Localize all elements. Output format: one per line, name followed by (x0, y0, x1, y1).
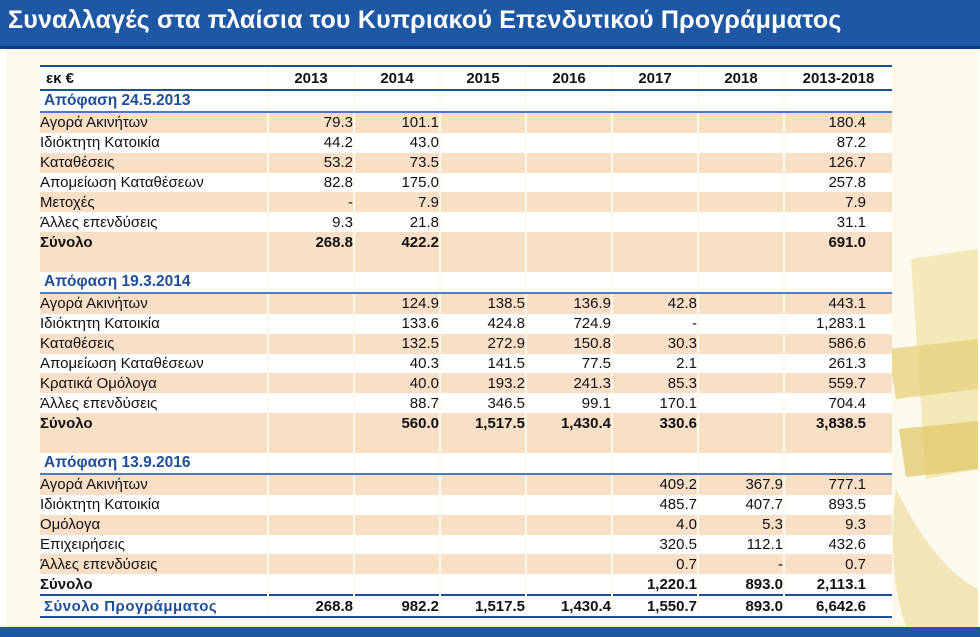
table-row (40, 334, 892, 354)
table-cell: 136.9 (526, 293, 612, 314)
table-cell: 85.3 (612, 373, 698, 393)
table-cell (612, 153, 698, 173)
table-cell (612, 90, 698, 112)
table-cell: 73.5 (354, 153, 440, 173)
table-cell (612, 173, 698, 193)
header-cell: εκ € (40, 66, 268, 90)
table-cell (440, 112, 526, 133)
table-cell: 586.6 (784, 334, 892, 354)
table-cell (698, 354, 784, 374)
table-cell (440, 554, 526, 574)
table-cell: 31.1 (784, 212, 892, 232)
table-cell (526, 433, 612, 453)
table-cell: 101.1 (354, 112, 440, 133)
table-cell (526, 112, 612, 133)
table-cell (268, 272, 354, 293)
table-cell: 982.2 (354, 595, 440, 617)
table-cell (698, 314, 784, 334)
table-cell (268, 413, 354, 433)
table-cell: 485.7 (612, 495, 698, 515)
table-cell: 1,550.7 (612, 595, 698, 617)
table-cell: 132.5 (354, 334, 440, 354)
table-cell: 7.9 (784, 192, 892, 212)
table-cell: 44.2 (268, 133, 354, 153)
table-cell: 422.2 (354, 232, 440, 252)
table-cell (440, 192, 526, 212)
total-row (40, 413, 892, 433)
table-cell (526, 474, 612, 495)
table-cell: 407.7 (698, 495, 784, 515)
table-cell: 1,220.1 (612, 574, 698, 595)
table-row (40, 293, 892, 314)
table-cell: 3,838.5 (784, 413, 892, 433)
row-label: Άλλες επενδύσεις (40, 212, 268, 232)
table-cell (698, 173, 784, 193)
table-cell: 193.2 (440, 373, 526, 393)
table-cell: 40.3 (354, 354, 440, 374)
table-cell (526, 173, 612, 193)
table-cell: 4.0 (612, 515, 698, 535)
table-cell: 560.0 (354, 413, 440, 433)
spacer-row (40, 433, 892, 453)
row-label: Μετοχές (40, 192, 268, 212)
table-cell: 691.0 (784, 232, 892, 252)
table-row (40, 373, 892, 393)
table-cell: 43.0 (354, 133, 440, 153)
row-label: Ιδιόκτητη Κατοικία (40, 133, 268, 153)
table-cell (268, 453, 354, 474)
table-cell (698, 90, 784, 112)
table-cell (526, 272, 612, 293)
table-cell (698, 453, 784, 474)
header-row (40, 66, 892, 90)
table-cell (698, 252, 784, 272)
table-cell: 1,517.5 (440, 413, 526, 433)
table-cell (440, 212, 526, 232)
table-row (40, 515, 892, 535)
table-cell (784, 453, 892, 474)
table-cell (354, 453, 440, 474)
table-cell: 432.6 (784, 535, 892, 555)
table-cell: 2,113.1 (784, 574, 892, 595)
header-cell: 2017 (612, 66, 698, 90)
table-cell (440, 272, 526, 293)
total-row (40, 574, 892, 595)
table-cell: 150.8 (526, 334, 612, 354)
table-cell (612, 212, 698, 232)
table-cell (698, 112, 784, 133)
header-cell: 2013-2018 (784, 66, 892, 90)
table-cell: 82.8 (268, 173, 354, 193)
page-title: Συναλλαγές στα πλαίσια του Κυπριακού Επενδυτικού Προγράμματος (8, 6, 842, 34)
table-cell: 777.1 (784, 474, 892, 495)
table-cell (440, 574, 526, 595)
table-cell (526, 515, 612, 535)
table-cell (268, 393, 354, 413)
table-cell: 893.5 (784, 495, 892, 515)
table-cell: 1,430.4 (526, 413, 612, 433)
section-row (40, 90, 892, 112)
table-cell (268, 535, 354, 555)
table-cell (268, 314, 354, 334)
header-cell: 2016 (526, 66, 612, 90)
row-label: Αγορά Ακινήτων (40, 474, 268, 495)
row-label: Απομείωση Καταθέσεων (40, 173, 268, 193)
row-label: Σύνολο Προγράμματος (40, 595, 268, 617)
table-cell: 2.1 (612, 354, 698, 374)
table-cell: 133.6 (354, 314, 440, 334)
table-cell (440, 133, 526, 153)
table-row (40, 393, 892, 413)
table-cell: 367.9 (698, 474, 784, 495)
table-row (40, 153, 892, 173)
table-cell: 126.7 (784, 153, 892, 173)
table-cell (526, 252, 612, 272)
table-cell (268, 293, 354, 314)
table-cell (526, 554, 612, 574)
table-cell (612, 252, 698, 272)
table-cell: 88.7 (354, 393, 440, 413)
table-row (40, 354, 892, 374)
table-cell: 320.5 (612, 535, 698, 555)
table-cell: 87.2 (784, 133, 892, 153)
table-cell (698, 133, 784, 153)
table-cell (354, 433, 440, 453)
row-label: Άλλες επενδύσεις (40, 393, 268, 413)
table-cell: 30.3 (612, 334, 698, 354)
table-cell (354, 474, 440, 495)
table-cell: 1,430.4 (526, 595, 612, 617)
table-cell (440, 453, 526, 474)
table-cell (698, 373, 784, 393)
transactions-table (40, 65, 892, 618)
table-row (40, 474, 892, 495)
table-cell (440, 515, 526, 535)
table-cell (354, 554, 440, 574)
table-cell: 893.0 (698, 595, 784, 617)
row-label: Κρατικά Ομόλογα (40, 373, 268, 393)
table-cell: 138.5 (440, 293, 526, 314)
table-cell (354, 535, 440, 555)
table-cell (440, 173, 526, 193)
spacer-row (40, 252, 892, 272)
section-row (40, 453, 892, 474)
table-cell: 424.8 (440, 314, 526, 334)
section-row (40, 272, 892, 293)
table-cell (698, 293, 784, 314)
table-cell (784, 252, 892, 272)
row-label: Επιχειρήσεις (40, 535, 268, 555)
table-cell: 9.3 (268, 212, 354, 232)
table-cell (268, 90, 354, 112)
table-cell: 77.5 (526, 354, 612, 374)
table-cell: 0.7 (784, 554, 892, 574)
table-cell (698, 413, 784, 433)
table-cell (526, 535, 612, 555)
table-cell: 21.8 (354, 212, 440, 232)
table-cell (526, 212, 612, 232)
table-cell (784, 433, 892, 453)
row-label: Καταθέσεις (40, 334, 268, 354)
row-label: Σύνολο (40, 574, 268, 595)
row-label: Απόφαση 24.5.2013 (40, 90, 268, 112)
table-cell (354, 90, 440, 112)
table-cell (268, 354, 354, 374)
table-cell (698, 212, 784, 232)
table-cell: 170.1 (612, 393, 698, 413)
table-cell: 180.4 (784, 112, 892, 133)
table-cell (354, 272, 440, 293)
table-cell (526, 153, 612, 173)
table-cell (354, 515, 440, 535)
table-cell (440, 252, 526, 272)
table-cell (698, 153, 784, 173)
table-cell: 1,283.1 (784, 314, 892, 334)
table-cell: 257.8 (784, 173, 892, 193)
table-cell: 124.9 (354, 293, 440, 314)
table-cell: 409.2 (612, 474, 698, 495)
table-row (40, 133, 892, 153)
total-row (40, 232, 892, 252)
table-cell (612, 433, 698, 453)
table-cell: 7.9 (354, 192, 440, 212)
row-label: Απόφαση 13.9.2016 (40, 453, 268, 474)
table-cell (354, 574, 440, 595)
table-cell: 704.4 (784, 393, 892, 413)
table-cell (268, 515, 354, 535)
table-cell: 268.8 (268, 595, 354, 617)
table-body (40, 90, 892, 617)
table-cell (440, 232, 526, 252)
table-cell: 443.1 (784, 293, 892, 314)
row-label: Σύνολο (40, 232, 268, 252)
row-label: Καταθέσεις (40, 153, 268, 173)
table-cell: 40.0 (354, 373, 440, 393)
table-cell (440, 433, 526, 453)
table-cell (612, 112, 698, 133)
table-cell: 330.6 (612, 413, 698, 433)
row-label: Αγορά Ακινήτων (40, 112, 268, 133)
table-cell (268, 334, 354, 354)
table-cell (268, 373, 354, 393)
table-cell (440, 474, 526, 495)
row-label: Ιδιόκτητη Κατοικία (40, 495, 268, 515)
table-cell: - (268, 192, 354, 212)
table-cell: 79.3 (268, 112, 354, 133)
table-cell: 6,642.6 (784, 595, 892, 617)
table-cell (440, 495, 526, 515)
table-cell (698, 232, 784, 252)
table-cell (698, 192, 784, 212)
table-cell (612, 453, 698, 474)
table-cell (698, 334, 784, 354)
table-cell (440, 90, 526, 112)
table-row (40, 535, 892, 555)
grand-total-row (40, 595, 892, 617)
table-cell: 42.8 (612, 293, 698, 314)
table-cell (784, 272, 892, 293)
table-cell: 99.1 (526, 393, 612, 413)
table-cell: 272.9 (440, 334, 526, 354)
bottom-strip (0, 627, 980, 637)
table-cell (354, 252, 440, 272)
table-row (40, 495, 892, 515)
table-cell: 53.2 (268, 153, 354, 173)
table-cell: 141.5 (440, 354, 526, 374)
table-cell: 268.8 (268, 232, 354, 252)
row-label: Ομόλογα (40, 515, 268, 535)
table-cell (698, 393, 784, 413)
table-cell (698, 433, 784, 453)
table-cell (268, 474, 354, 495)
title-bar (0, 0, 980, 49)
row-label (40, 252, 268, 272)
header-cell: 2015 (440, 66, 526, 90)
table-cell: - (612, 314, 698, 334)
table-row (40, 212, 892, 232)
table-cell: - (698, 554, 784, 574)
table-cell (784, 90, 892, 112)
table-cell (612, 192, 698, 212)
table-cell (268, 433, 354, 453)
row-label: Απόφαση 19.3.2014 (40, 272, 268, 293)
table-cell (612, 133, 698, 153)
table-panel (6, 49, 978, 627)
table-row (40, 173, 892, 193)
table-cell: 112.1 (698, 535, 784, 555)
table-cell (526, 90, 612, 112)
table-cell: 1,517.5 (440, 595, 526, 617)
table-cell: 0.7 (612, 554, 698, 574)
row-label: Απομείωση Καταθέσεων (40, 354, 268, 374)
table-cell (268, 495, 354, 515)
table-cell (526, 453, 612, 474)
table-cell (698, 272, 784, 293)
table-cell: 5.3 (698, 515, 784, 535)
header-cell: 2018 (698, 66, 784, 90)
row-label: Άλλες επενδύσεις (40, 554, 268, 574)
header-cell: 2013 (268, 66, 354, 90)
table-cell: 893.0 (698, 574, 784, 595)
table-row (40, 314, 892, 334)
table-row (40, 112, 892, 133)
table-cell (268, 252, 354, 272)
table-cell (526, 232, 612, 252)
table-cell: 724.9 (526, 314, 612, 334)
header-cell: 2014 (354, 66, 440, 90)
table-cell: 9.3 (784, 515, 892, 535)
table-row (40, 192, 892, 212)
table-cell (526, 495, 612, 515)
row-label: Αγορά Ακινήτων (40, 293, 268, 314)
table-cell (268, 574, 354, 595)
table-cell (440, 153, 526, 173)
table-cell: 241.3 (526, 373, 612, 393)
table-cell (612, 232, 698, 252)
table-cell (612, 272, 698, 293)
table-cell (526, 192, 612, 212)
table-cell (526, 574, 612, 595)
table-cell (440, 535, 526, 555)
table-cell (526, 133, 612, 153)
table-row (40, 554, 892, 574)
row-label (40, 433, 268, 453)
table-cell: 175.0 (354, 173, 440, 193)
table-cell: 559.7 (784, 373, 892, 393)
row-label: Σύνολο (40, 413, 268, 433)
table-cell (268, 554, 354, 574)
table-cell: 346.5 (440, 393, 526, 413)
row-label: Ιδιόκτητη Κατοικία (40, 314, 268, 334)
table-cell (354, 495, 440, 515)
table-cell: 261.3 (784, 354, 892, 374)
